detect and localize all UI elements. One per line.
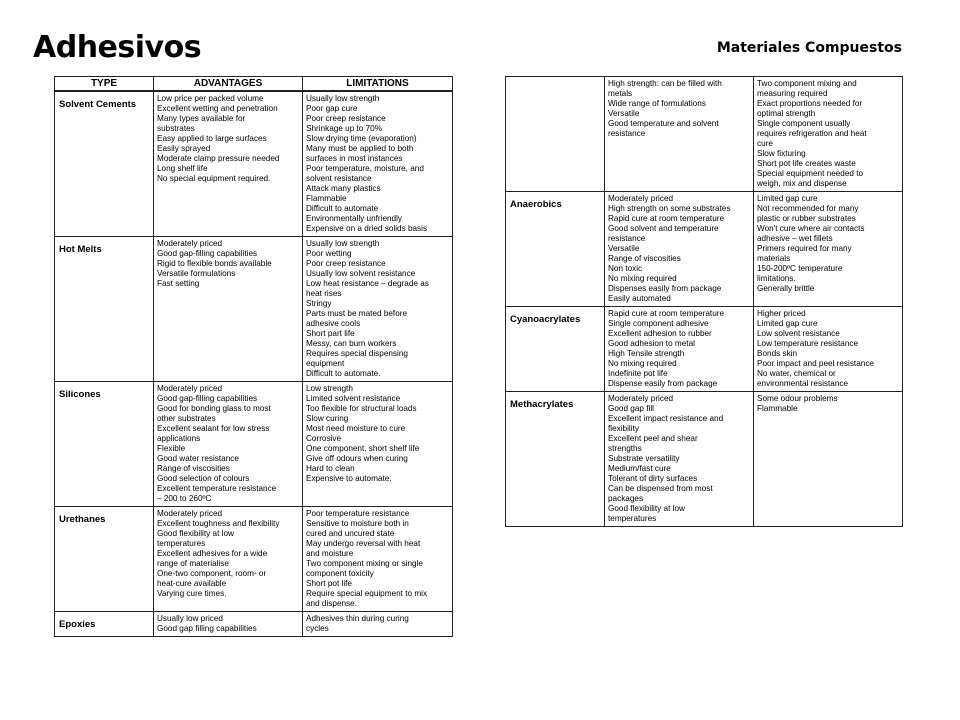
row-advantages	[605, 192, 754, 307]
limitations-line: Expensive to automate.	[306, 474, 392, 483]
limitations-line: One component, short shelf life	[306, 444, 420, 453]
row-advantages	[605, 77, 754, 192]
advantages-line: Low price per packed volume	[157, 94, 264, 103]
advantages-line: substrates	[157, 124, 195, 133]
limitations-line: Difficult to automate	[306, 204, 379, 213]
advantages-line: High strength on some substrates	[608, 204, 731, 213]
advantages-line: Easy applied to large surfaces	[157, 134, 267, 143]
row-type: Silicones	[55, 382, 154, 507]
limitations-line: Two component mixing and	[757, 79, 857, 88]
table-row	[55, 237, 453, 382]
limitations-line: Low solvent resistance	[757, 329, 840, 338]
limitations-line: Won't cure where air contacts	[757, 224, 865, 233]
row-advantages	[154, 612, 303, 637]
limitations-line: Poor temperature, moisture, and	[306, 164, 424, 173]
limitations-line: optimal strength	[757, 109, 816, 118]
limitations-line: Short pot life	[306, 579, 352, 588]
limitations-line: Bonds skin	[757, 349, 798, 358]
limitations-line: Expensive on a dried solids basis	[306, 224, 428, 233]
advantages-line: Rigid to flexible bonds available	[157, 259, 272, 268]
advantages-line: Moderately priced	[157, 384, 223, 393]
advantages-line: Single component adhesive	[608, 319, 709, 328]
advantages-line: Dispenses easily from package	[608, 284, 722, 293]
advantages-line: Good solvent and temperature	[608, 224, 719, 233]
advantages-line: Excellent peel and shear	[608, 434, 698, 443]
limitations-line: Require special equipment to mix	[306, 589, 428, 598]
limitations-line: Limited gap cure	[757, 319, 818, 328]
limitations-line: Messy, can burn workers	[306, 339, 397, 348]
row-type: Solvent Cements	[55, 91, 154, 237]
advantages-line: Good gap-filling capabilities	[157, 249, 258, 258]
limitations-line: Slow curing	[306, 414, 349, 423]
advantages-line: Excellent wetting and penetration	[157, 104, 278, 113]
advantages-line: Good gap fill	[608, 404, 654, 413]
advantages-line: One-two component, room- or	[157, 569, 267, 578]
limitations-line: cured and uncured state	[306, 529, 395, 538]
limitations-line: Give off odours when curing	[306, 454, 408, 463]
advantages-line: Non toxic	[608, 264, 643, 273]
limitations-line: cycles	[306, 624, 329, 633]
advantages-line: – 200 to 260ºC	[157, 494, 212, 503]
advantages-line: Moderately priced	[608, 394, 674, 403]
table-row	[506, 392, 903, 527]
limitations-line: Poor impact and peel resistance	[757, 359, 874, 368]
limitations-line: Difficult to automate.	[306, 369, 381, 378]
row-advantages	[154, 507, 303, 612]
advantages-line: Excellent impact resistance and	[608, 414, 724, 423]
table-body-left	[55, 91, 453, 637]
advantages-line: heat-cure available	[157, 579, 227, 588]
limitations-line: weigh, mix and dispense	[757, 179, 847, 188]
limitations-line: Usually low strength	[306, 94, 380, 103]
advantages-line: Versatile	[608, 244, 640, 253]
advantages-line: Excellent temperature resistance	[157, 484, 277, 493]
limitations-line: surfaces in most instances	[306, 154, 403, 163]
limitations-line: plastic or rubber substrates	[757, 214, 856, 223]
limitations-line: Slow fixturing	[757, 149, 806, 158]
limitations-line: Limited gap cure	[757, 194, 818, 203]
advantages-line: Flexible	[157, 444, 186, 453]
limitations-line: 150-200ºC temperature	[757, 264, 843, 273]
table-row	[55, 382, 453, 507]
limitations-line: May undergo reversal with heat	[306, 539, 421, 548]
limitations-line: Poor wetting	[306, 249, 352, 258]
advantages-line: Moderate clamp pressure needed	[157, 154, 280, 163]
header-limitations: LIMITATIONS	[303, 77, 453, 92]
limitations-line: Too flexible for structural loads	[306, 404, 417, 413]
advantages-line: Many types available for	[157, 114, 246, 123]
advantages-line: Medium/fast cure	[608, 464, 671, 473]
limitations-line: Exact proportions needed for	[757, 99, 863, 108]
limitations-line: Poor temperature resistance	[306, 509, 410, 518]
limitations-line: Higher priced	[757, 309, 806, 318]
limitations-line: Flammable	[306, 194, 347, 203]
limitations-line: environmental resistance	[757, 379, 849, 388]
advantages-line: Good flexibility at low	[157, 529, 234, 538]
limitations-line: Short pot life creates waste	[757, 159, 856, 168]
advantages-line: other substrates	[157, 414, 216, 423]
row-advantages	[154, 91, 303, 237]
row-type: Urethanes	[55, 507, 154, 612]
row-limitations	[303, 382, 453, 507]
row-type: Methacrylates	[506, 392, 605, 527]
limitations-line: limitations.	[757, 274, 796, 283]
advantages-line: Excellent sealant for low stress	[157, 424, 270, 433]
advantages-line: Moderately priced	[157, 509, 223, 518]
limitations-line: equipment	[306, 359, 345, 368]
row-limitations	[303, 612, 453, 637]
advantages-line: Easily automated	[608, 294, 671, 303]
limitations-line: and moisture	[306, 549, 354, 558]
limitations-line: Poor creep resistance	[306, 259, 386, 268]
limitations-line: Single component usually	[757, 119, 851, 128]
table-row	[506, 192, 903, 307]
limitations-line: Shrinkage up to 70%	[306, 124, 383, 133]
advantages-line: Good flexibility at low	[608, 504, 685, 513]
advantages-line: Rapid cure at room temperature	[608, 214, 725, 223]
advantages-line: Good for bonding glass to most	[157, 404, 271, 413]
row-type: Cyanoacrylates	[506, 307, 605, 392]
advantages-line: No mixing required	[608, 359, 677, 368]
row-advantages	[154, 382, 303, 507]
limitations-line: Most need moisture to cure	[306, 424, 406, 433]
advantages-line: Long shelf life	[157, 164, 208, 173]
advantages-line: Moderately priced	[608, 194, 674, 203]
limitations-line: and dispense.	[306, 599, 357, 608]
limitations-line: Low strength	[306, 384, 353, 393]
row-limitations	[754, 77, 903, 192]
limitations-line: solvent resistance	[306, 174, 372, 183]
limitations-line: Not recommended for many	[757, 204, 859, 213]
table-row	[506, 77, 903, 192]
advantages-line: Moderately priced	[157, 239, 223, 248]
advantages-line: Can be dispensed from most	[608, 484, 713, 493]
advantages-line: range of materialise	[157, 559, 229, 568]
limitations-line: Some odour problems	[757, 394, 838, 403]
slide-title: Adhesivos	[33, 30, 202, 65]
advantages-line: Dispense easily from package	[608, 379, 718, 388]
limitations-line: Corrosive	[306, 434, 342, 443]
row-limitations	[754, 192, 903, 307]
limitations-line: Stringy	[306, 299, 332, 308]
limitations-line: Hard to clean	[306, 464, 355, 473]
advantages-line: Versatile	[608, 109, 640, 118]
limitations-line: Adhesives thin during curing	[306, 614, 409, 623]
advantages-line: Range of viscosities	[157, 464, 230, 473]
advantages-line: Easily sprayed	[157, 144, 211, 153]
advantages-line: Fast setting	[157, 279, 200, 288]
limitations-line: adhesive cools	[306, 319, 361, 328]
advantages-line: Tolerant of dirty surfaces	[608, 474, 698, 483]
limitations-line: Short part life	[306, 329, 355, 338]
advantages-line: temperatures	[157, 539, 206, 548]
header-advantages: ADVANTAGES	[154, 77, 303, 92]
limitations-line: Usually low solvent resistance	[306, 269, 416, 278]
header-type: TYPE	[55, 77, 154, 92]
row-advantages	[154, 237, 303, 382]
advantages-line: temperatures	[608, 514, 657, 523]
row-limitations	[303, 91, 453, 237]
advantages-line: applications	[157, 434, 201, 443]
advantages-line: Usually low priced	[157, 614, 223, 623]
advantages-line: Good gap filling capabilities	[157, 624, 257, 633]
table-row	[506, 307, 903, 392]
row-advantages	[605, 307, 754, 392]
row-limitations	[303, 237, 453, 382]
advantages-line: resistance	[608, 234, 646, 243]
limitations-line: cure	[757, 139, 773, 148]
row-type: Anaerobics	[506, 192, 605, 307]
row-type: Hot Melts	[55, 237, 154, 382]
limitations-line: Low temperature resistance	[757, 339, 859, 348]
limitations-line: Requires special dispensing	[306, 349, 408, 358]
advantages-line: Substrate versatility	[608, 454, 680, 463]
limitations-line: measuring required	[757, 89, 828, 98]
limitations-line: heat rises	[306, 289, 342, 298]
row-limitations	[754, 392, 903, 527]
advantages-line: High Tensile strength	[608, 349, 685, 358]
limitations-line: Poor gap cure	[306, 104, 358, 113]
limitations-line: requires refrigeration and heat	[757, 129, 867, 138]
limitations-line: Parts must be mated before	[306, 309, 408, 318]
advantages-line: Excellent toughness and flexibility	[157, 519, 280, 528]
advantages-line: strengths	[608, 444, 642, 453]
table-row	[55, 507, 453, 612]
advantages-line: Good gap-filling capabilities	[157, 394, 258, 403]
advantages-line: resistance	[608, 129, 646, 138]
advantages-line: flexibility	[608, 424, 639, 433]
limitations-line: Flammable	[757, 404, 798, 413]
limitations-line: No water, chemical or	[757, 369, 836, 378]
advantages-line: Varying cure times.	[157, 589, 227, 598]
limitations-line: adhesive – wet fillets	[757, 234, 833, 243]
advantages-line: Good water resistance	[157, 454, 239, 463]
limitations-line: Usually low strength	[306, 239, 380, 248]
table-body-right	[506, 77, 903, 527]
limitations-line: Low heat resistance – degrade as	[306, 279, 429, 288]
advantages-line: Good selection of colours	[157, 474, 250, 483]
advantages-line: No special equipment required.	[157, 174, 271, 183]
limitations-line: Environmentally unfriendly	[306, 214, 403, 223]
limitations-line: Slow drying time (evaporation)	[306, 134, 417, 143]
table-row	[55, 612, 453, 637]
advantages-line: No mixing required	[608, 274, 677, 283]
limitations-line: Special equipment needed to	[757, 169, 864, 178]
limitations-line: Two component mixing or single	[306, 559, 423, 568]
limitations-line: Many must be applied to both	[306, 144, 414, 153]
advantages-line: Indefinite pot life	[608, 369, 668, 378]
advantages-line: Excellent adhesion to rubber	[608, 329, 712, 338]
advantages-line: metals	[608, 89, 633, 98]
advantages-line: Wide range of formulations	[608, 99, 706, 108]
limitations-line: materials	[757, 254, 791, 263]
advantages-line: Rapid cure at room temperature	[608, 309, 725, 318]
adhesives-table-right	[505, 76, 903, 527]
limitations-line: Generally brittle	[757, 284, 815, 293]
row-type: Epoxies	[55, 612, 154, 637]
table-header-row	[55, 77, 453, 92]
advantages-line: packages	[608, 494, 644, 503]
advantages-line: Good adhesion to metal	[608, 339, 695, 348]
limitations-line: Sensitive to moisture both in	[306, 519, 409, 528]
advantages-line: Range of viscosities	[608, 254, 681, 263]
row-limitations	[303, 507, 453, 612]
table-row	[55, 91, 453, 237]
adhesives-table-left	[54, 76, 453, 637]
limitations-line: component toxicity	[306, 569, 374, 578]
advantages-line: Versatile formulations	[157, 269, 236, 278]
limitations-line: Attack many plastics	[306, 184, 381, 193]
row-type	[506, 77, 605, 192]
advantages-line: Excellent adhesives for a wide	[157, 549, 268, 558]
limitations-line: Poor creep resistance	[306, 114, 386, 123]
row-advantages	[605, 392, 754, 527]
row-limitations	[754, 307, 903, 392]
limitations-line: Primers required for many	[757, 244, 852, 253]
slide-subtitle: Materiales Compuestos	[716, 40, 902, 56]
advantages-line: High strength: can be filled with	[608, 79, 722, 88]
advantages-line: Good temperature and solvent	[608, 119, 719, 128]
limitations-line: Limited solvent resistance	[306, 394, 401, 403]
